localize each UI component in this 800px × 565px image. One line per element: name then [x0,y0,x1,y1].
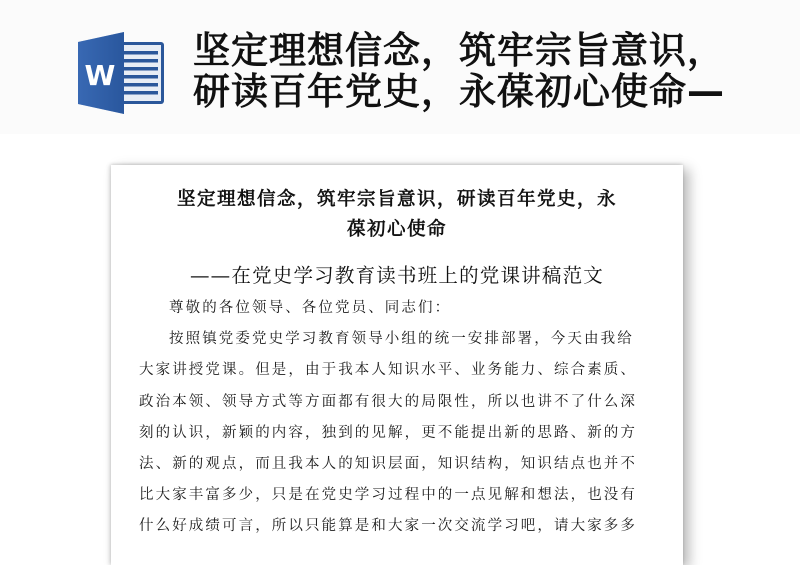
document-page [111,165,683,565]
document-title-line-2: 葆初心使命 [346,219,447,240]
body-line: 大家讲授党课。但是，由于我本人知识水平、业务能力、综合素质、 [139,362,637,379]
document-subtitle: ——在党史学习教育读书班上的党课讲稿范文 [189,264,604,287]
header-title [193,30,793,112]
header-title-line-2: 研读百年党史，永葆初心使命— [193,70,725,113]
document-body [139,293,659,543]
body-line: 什么好成绩可言，所以只能算是和大家一次交流学习吧，请大家多多 [139,518,637,535]
body-line: 比大家丰富多少，只是在党史学习过程中的一点见解和想法，也没有 [139,487,637,504]
document-title [111,185,683,245]
document-title-line-1: 坚定理想信念，筑牢宗旨意识，研读百年党史，永 [176,189,617,210]
header-title-line-1: 坚定理想信念，筑牢宗旨意识， [193,29,725,72]
body-line: 政治本领、领导方式等方面都有很大的局限性，所以也讲不了什么深 [139,393,637,410]
body-line: 法、新的观点，而且我本人的知识层面，知识结构，知识结点也并不 [139,455,637,472]
word-icon [74,30,166,116]
body-line: 按照镇党委党史学习教育领导小组的统一安排部署，今天由我给 [169,331,634,348]
salutation: 尊敬的各位领导、各位党员、同志们： [169,300,452,316]
svg-text:W: W [84,59,116,92]
body-line: 刻的认识，新颖的内容，独到的见解，更不能提出新的思路、新的方 [139,424,637,441]
